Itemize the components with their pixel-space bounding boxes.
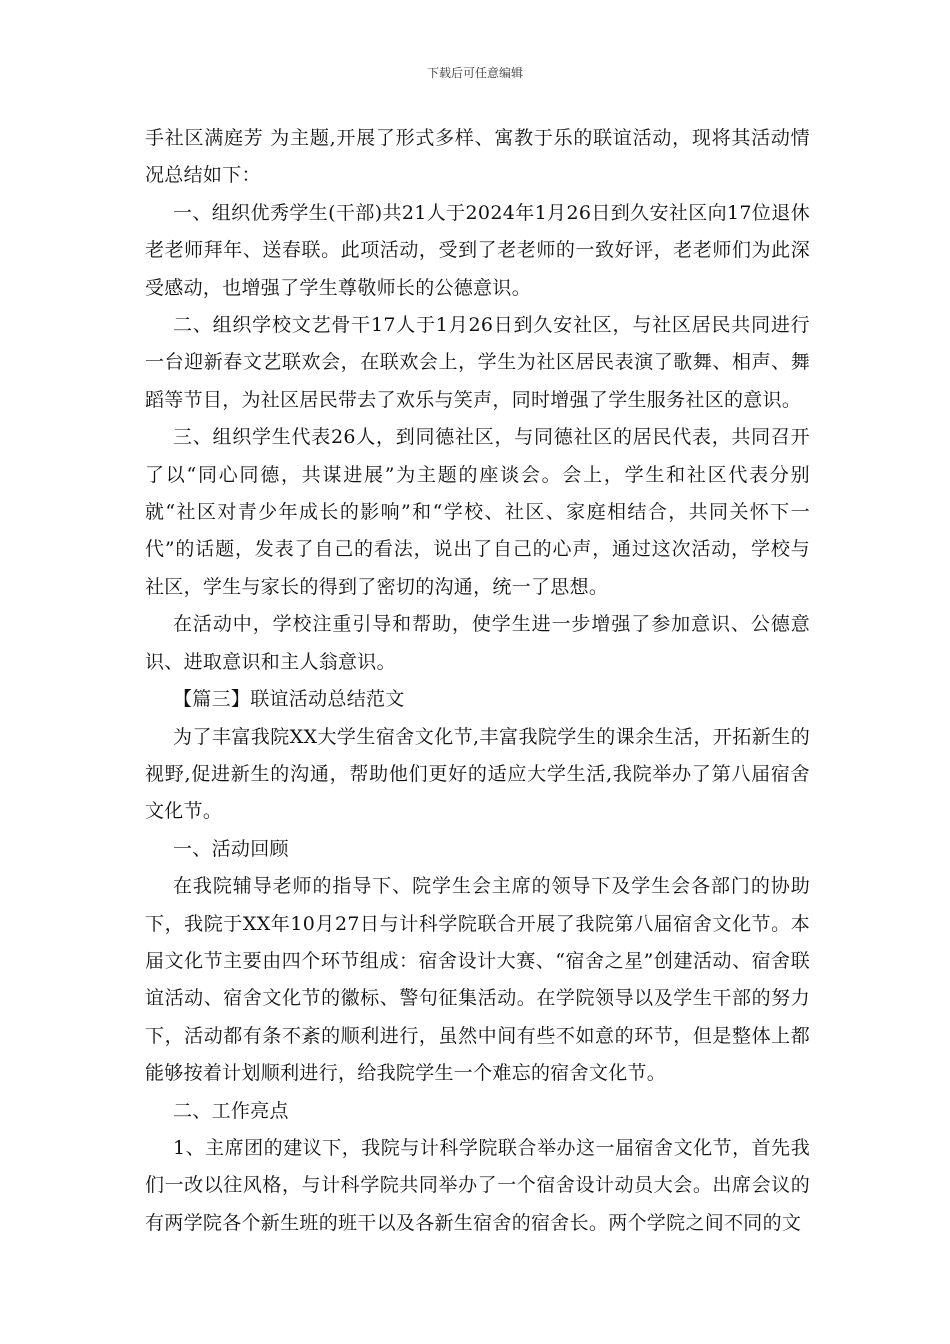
paragraph: 1、主席团的建议下，我院与计科学院联合举办这一届宿舍文化节，首先我们一改以往风格，与计科学院共同举办了一个宿舍设计动员大会。出席会议的有两学院各个新生班的班干以及各新生宿舍的宿舍长。两个学院之间不同的文 bbox=[145, 1136, 810, 1234]
page-header: 下载后可任意编辑 bbox=[426, 66, 523, 80]
subheading: 二、工作亮点 bbox=[173, 1099, 289, 1122]
paragraph: 三、组织学生代表26人，到同德社区，与同德社区的居民代表，共同召开了以“同心同德，共谋进展”为主题的座谈会。会上，学生和社区代表分别就“社区对青少年成长的影响”和“学校、社区、家庭相结合，共同关怀下一代”的话题，发表了自己的看法，说出了自己的心声，通过这次活动，学校与社区，学生与家长的得到了密切的沟通，统一了思想。 bbox=[145, 426, 810, 598]
paragraph: 一、组织优秀学生(干部)共21人于2024年1月26日到久安社区向17位退休老老师拜年、送春联。此项活动，受到了老老师的一致好评，老老师们为此深受感动，也增强了学生尊敬师长的公德意识。 bbox=[145, 201, 810, 299]
section-heading: 【篇三】联谊活动总结范文 bbox=[173, 688, 405, 711]
paragraph: 在我院辅导老师的指导下、院学生会主席的领导下及学生会各部门的协助下，我院于XX年10月27日与计科学院联合开展了我院第八届宿舍文化节。本届文化节主要由四个环节组成：宿舍设计大赛、“宿舍之星”创建活动、宿舍联谊活动、宿舍文化节的徽标、警句征集活动。在学院领导以及学生干部的努力下，活动都有条不紊的顺利进行，虽然中间有些不如意的环节，但是整体上都能够按着计划顺利进行，给我院学生一个难忘的宿舍文化节。 bbox=[145, 875, 810, 1085]
paragraph: 手社区满庭芳 为主题,开展了形式多样、寓教于乐的联谊活动，现将其活动情况总结如下： bbox=[145, 127, 810, 187]
subheading: 一、活动回顾 bbox=[173, 837, 289, 860]
paragraph: 二、组织学校文艺骨干17人于1月26日到久安社区，与社区居民共同进行一台迎新春文艺联欢会，在联欢会上，学生为社区居民表演了歌舞、相声、舞蹈等节目，为社区居民带去了欢乐与笑声，同时增强了学生服务社区的意识。 bbox=[145, 314, 810, 411]
paragraph: 为了丰富我院XX大学生宿舍文化节,丰富我院学生的课余生活，开拓新生的视野,促进新生的沟通，帮助他们更好的适应大学生活,我院举办了第八届宿舍文化节。 bbox=[145, 725, 810, 823]
document-body bbox=[145, 120, 810, 1242]
paragraph: 在活动中，学校注重引导和帮助，使学生进一步增强了参加意识、公德意识、进取意识和主人翁意识。 bbox=[145, 613, 810, 673]
